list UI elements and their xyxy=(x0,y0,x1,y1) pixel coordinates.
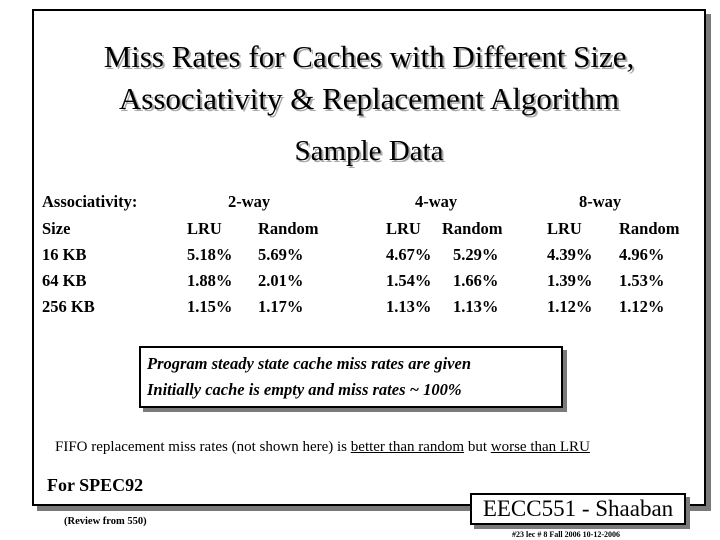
table-cell: 1.53% xyxy=(619,271,665,290)
note-line-2: Initially cache is empty and miss rates ~ 100% xyxy=(147,380,462,399)
table-cell: 4.96% xyxy=(619,245,665,264)
review-label: (Review from 550) xyxy=(64,516,147,527)
spec-label: For SPEC92 xyxy=(47,475,144,495)
table-cell: 1.13% xyxy=(386,297,432,316)
associativity-label: Associativity: xyxy=(42,192,138,211)
table-cell: 5.18% xyxy=(187,245,233,264)
table-cell: 2.01% xyxy=(258,271,304,290)
fifo-underline-1: better than random xyxy=(350,439,465,455)
table-cell: 1.88% xyxy=(187,271,233,290)
slide-title xyxy=(32,36,706,120)
fifo-text-1: FIFO replacement miss rates (not shown here) is xyxy=(55,439,351,455)
way-header-8: 8-way xyxy=(579,192,622,211)
table-cell: 5.29% xyxy=(453,245,499,264)
row-size: 64 KB xyxy=(42,271,87,290)
col-header: LRU xyxy=(547,219,582,238)
col-header: LRU xyxy=(386,219,421,238)
table-cell: 1.66% xyxy=(453,271,499,290)
table-cell: 1.15% xyxy=(187,297,233,316)
table-cell: 1.13% xyxy=(453,297,499,316)
title-line-1: Miss Rates for Caches with Different Size, xyxy=(103,39,635,74)
table-cell: 4.67% xyxy=(386,245,432,264)
table-cell: 1.54% xyxy=(386,271,432,290)
col-header: LRU xyxy=(187,219,222,238)
slide-footer: #23 lec # 8 Fall 2006 10-12-2006 xyxy=(512,530,620,539)
table-cell: 1.12% xyxy=(619,297,665,316)
table-cell: 1.17% xyxy=(258,297,304,316)
way-header-2: 2-way xyxy=(228,192,271,211)
table-cell: 4.39% xyxy=(547,245,593,264)
table-cell: 5.69% xyxy=(258,245,304,264)
note-line-1: Program steady state cache miss rates are given xyxy=(147,354,472,373)
row-size: 16 KB xyxy=(42,245,87,264)
slide-subtitle: Sample Data xyxy=(294,135,444,167)
col-header: Random xyxy=(619,219,680,238)
col-header: Random xyxy=(442,219,503,238)
col-header: Random xyxy=(258,219,319,238)
table-cell: 1.39% xyxy=(547,271,593,290)
row-size: 256 KB xyxy=(42,297,95,316)
table-cell: 1.12% xyxy=(547,297,593,316)
fifo-underline-2: worse than LRU xyxy=(490,439,590,455)
fifo-text-2: but xyxy=(464,439,491,455)
course-badge: EECC551 - Shaaban xyxy=(470,493,686,525)
title-line-2: Associativity & Replacement Algorithm xyxy=(118,81,620,116)
way-header-4: 4-way xyxy=(415,192,458,211)
note-box xyxy=(139,346,563,408)
size-label: Size xyxy=(42,219,71,238)
fifo-note xyxy=(55,437,590,457)
